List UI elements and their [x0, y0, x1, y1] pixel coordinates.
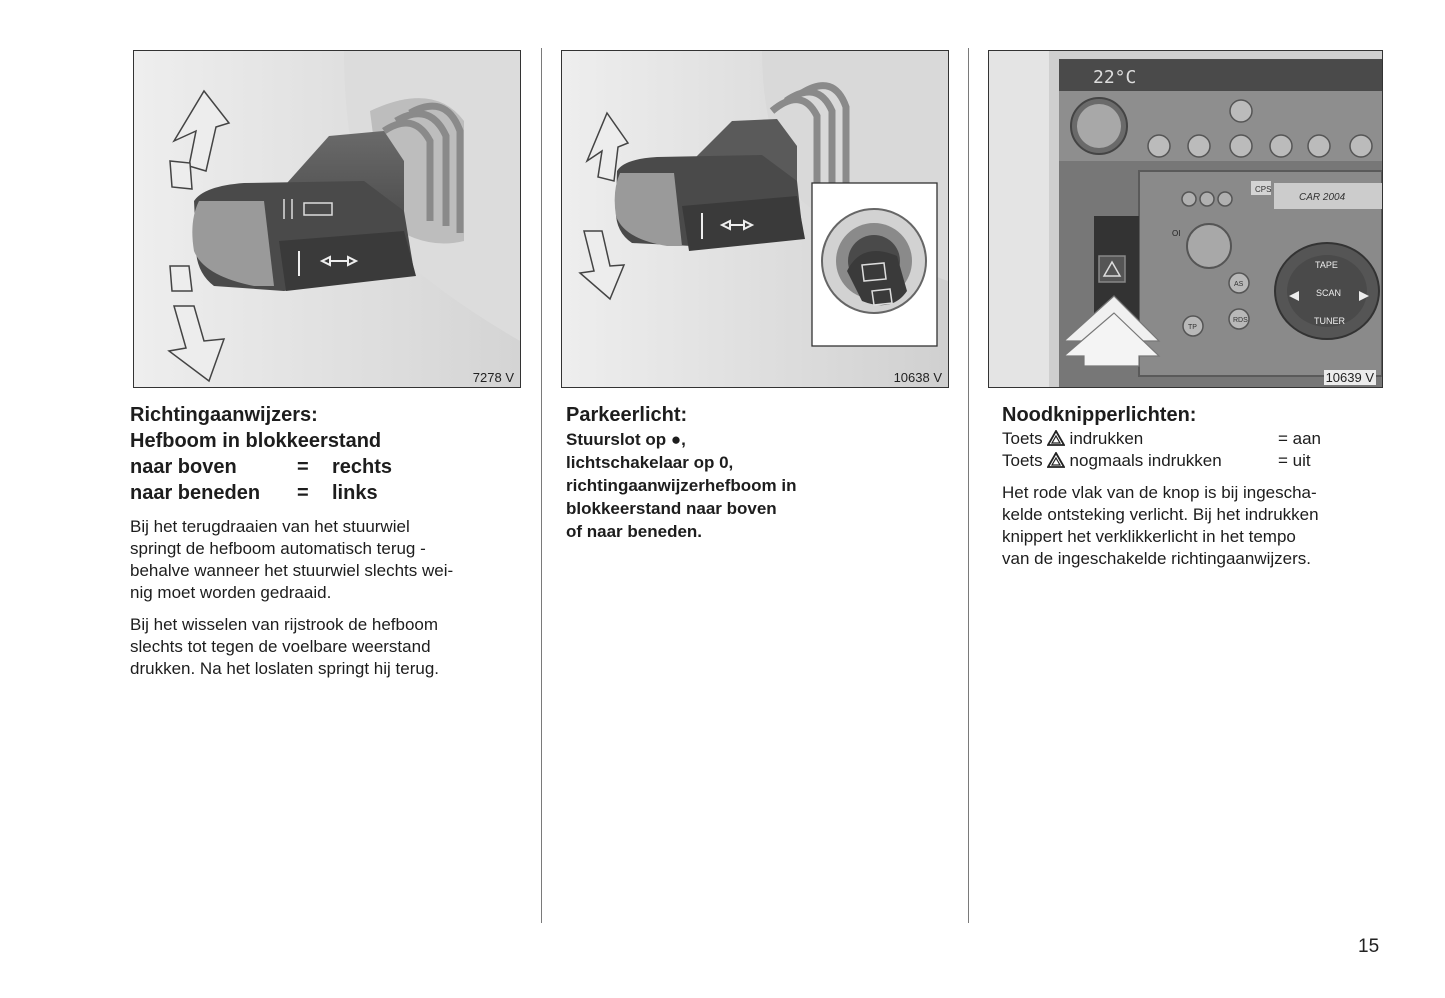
paragraph-line: springt de hefboom automatisch terug -	[130, 539, 426, 558]
toggle-row-off	[1002, 450, 1392, 472]
instruction-line: of naar beneden.	[566, 522, 703, 541]
toggle-action: nogmaals indrukken	[1069, 451, 1222, 470]
mapping-label: naar beneden	[130, 482, 261, 504]
section-heading: Noodknipperlichten:	[1002, 404, 1197, 426]
instruction-line: richtingaanwijzerhefboom in	[566, 476, 797, 495]
instruction-line: blokkeerstand naar boven	[566, 499, 777, 518]
direction-mapping-down	[130, 480, 530, 506]
hazard-triangle-icon	[1047, 430, 1065, 446]
toggle-action: indrukken	[1069, 429, 1144, 448]
paragraph-line: knippert het verklikkerlicht in het tempo	[1002, 527, 1296, 546]
mapping-label: naar boven	[130, 456, 237, 478]
instruction-line: Stuurslot op ●,	[566, 430, 686, 449]
parking-light-section	[566, 402, 956, 543]
paragraph-line: behalve wanneer het stuurwiel slechts wei-	[130, 561, 454, 580]
column-divider-1	[541, 48, 542, 923]
mapping-value: rechts	[332, 456, 393, 478]
tape-label: TAPE	[1315, 260, 1338, 270]
section-subheading: Hefboom in blokkeerstand	[130, 430, 382, 452]
figure-code: 7278 V	[472, 370, 514, 385]
section-heading: Richtingaanwijzers:	[130, 404, 318, 426]
paragraph-line: drukken. Na het loslaten springt hij terug.	[130, 659, 440, 678]
tuner-label: TUNER	[1314, 316, 1345, 326]
hazard-triangle-icon	[1047, 452, 1065, 468]
direction-mapping-up	[130, 454, 530, 480]
toggle-state: = aan	[1278, 429, 1322, 448]
paragraph-line: slechts tot tegen de voelbare weerstand	[130, 637, 431, 656]
paragraph-line: Bij het terugdraaien van het stuurwiel	[130, 517, 410, 536]
rds-label: RDS	[1233, 317, 1248, 324]
cps-label: CPS	[1255, 185, 1272, 194]
figure-turn-signal-lever	[133, 50, 521, 388]
temp-display: 22°C	[1093, 67, 1137, 88]
toggle-row-on	[1002, 428, 1392, 450]
toggle-prefix: Toets	[1002, 429, 1043, 448]
paragraph-line: van de ingeschakelde richtingaanwijzers.	[1002, 549, 1312, 568]
instruction-line: lichtschakelaar op 0,	[566, 453, 734, 472]
figure-hazard-lights	[988, 50, 1383, 388]
mapping-equals: =	[297, 456, 309, 478]
ol-label: OI	[1172, 229, 1181, 238]
section-heading: Parkeerlicht:	[566, 404, 688, 426]
turn-signals-section	[130, 402, 530, 680]
toggle-state: = uit	[1278, 451, 1311, 470]
figure-code: 10638 V	[893, 370, 942, 385]
as-label: AS	[1234, 281, 1244, 288]
paragraph-line: Het rode vlak van de knop is bij ingescha-	[1002, 483, 1317, 502]
hazard-lights-section	[1002, 402, 1392, 570]
tp-label: TP	[1188, 324, 1197, 331]
figure-code: 10639 V	[1325, 370, 1374, 385]
toggle-prefix: Toets	[1002, 451, 1043, 470]
mapping-equals: =	[297, 482, 309, 504]
car-label: CAR 2004	[1299, 192, 1346, 203]
paragraph-line: nig moet worden gedraaid.	[130, 583, 332, 602]
page-number: 15	[1358, 936, 1380, 957]
column-divider-2	[968, 48, 969, 923]
scan-label: SCAN	[1316, 288, 1342, 298]
figure-parking-light	[561, 50, 949, 388]
mapping-value: links	[332, 482, 378, 504]
paragraph-line: kelde ontsteking verlicht. Bij het indrukken	[1002, 505, 1319, 524]
paragraph-line: Bij het wisselen van rijstrook de hefboom	[130, 615, 439, 634]
